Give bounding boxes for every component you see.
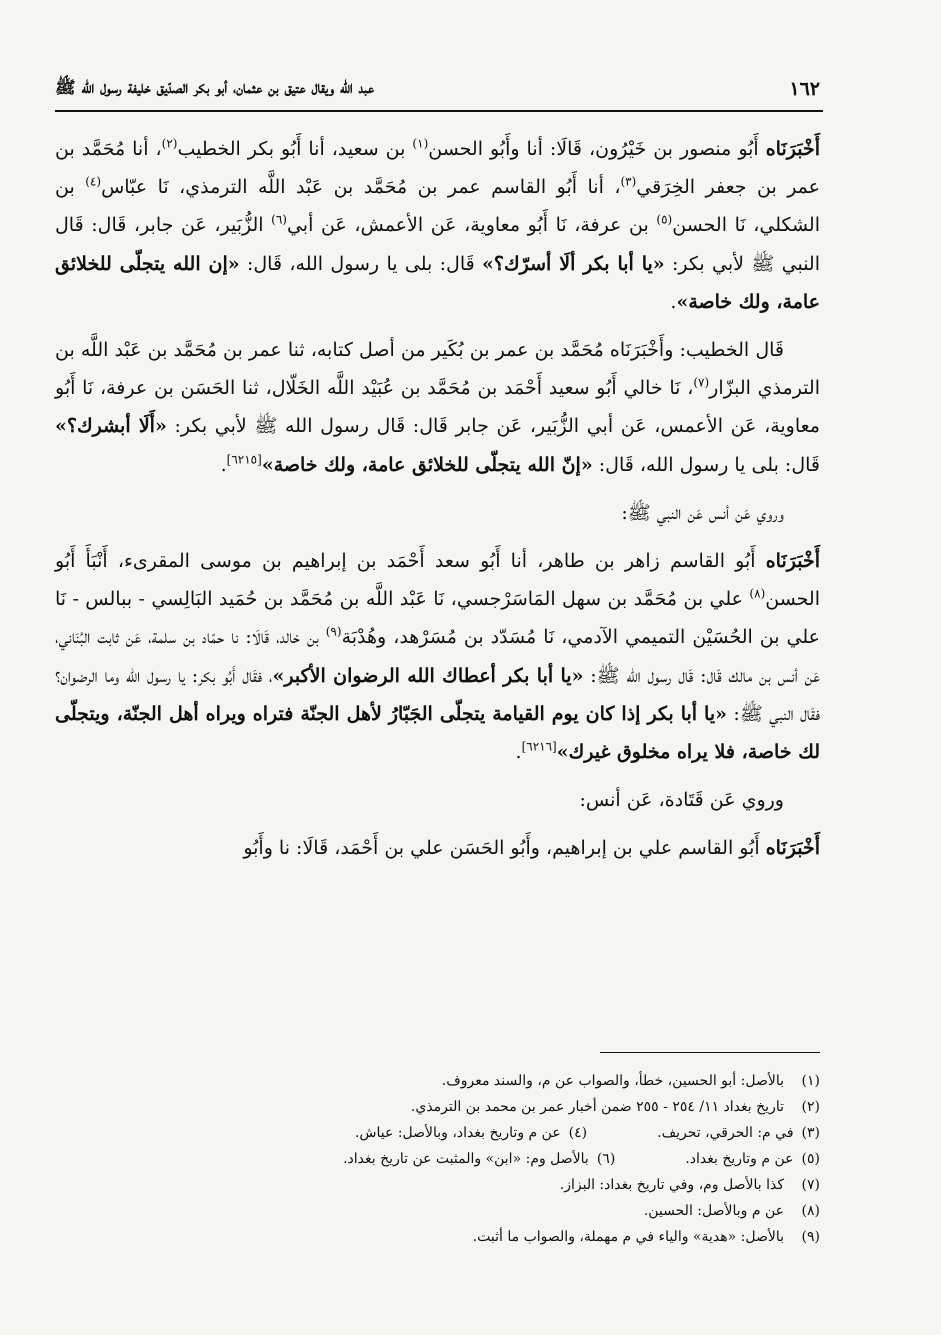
- footnote-rule: [600, 1052, 820, 1053]
- text-run: ، نَا خالي أَبُو سعيد أَحْمَد بن مُحَمَّد بن عُبَيْد اللَّه الخَلّال، ثنا الحَسَن بن عرفة، نَا أَبُو معاوية، عَن الأعمس، عَن أبي الزُّبَير، عَن جابر قَال: قَال رسول الله ﷺ لأبي بكر:: [55, 377, 820, 438]
- footnote-line: [55, 1094, 820, 1120]
- lead-word: أَخْبَرَنَاه: [765, 837, 820, 860]
- footnote-line: [55, 1172, 820, 1198]
- footnote-marker: (٩): [325, 625, 342, 640]
- paragraph: [55, 829, 820, 867]
- footnote-text: بالأصل: «هدية» والياء في م مهملة، والصواب ما أثبت.: [472, 1229, 784, 1245]
- text-run: أَبُو القاسم زاهر بن طاهر، أنا أَبُو سعد أَحْمَد بن إبراهيم بن موسى المقرىء، أَنْبَأَ أَبُو الحسن: [55, 550, 820, 611]
- paragraph: [55, 494, 820, 532]
- footnote-text: بالأصل: أبو الحسين، خطأ، والصواب عن م، والسند معروف.: [441, 1073, 784, 1089]
- footnote-line: [55, 1120, 820, 1146]
- footnote-number: (٦): [596, 1151, 616, 1167]
- text-run: ، فقَال أَبُو بكر: يا رسول الله وما الرضوان؟ فقَال النبي ﷺ:: [55, 664, 820, 725]
- text-run: .: [670, 290, 677, 313]
- footnote-text: تاريخ بغداد ١١/ ٢٥٤ - ٢٥٥ ضمن أخبار عمر بن محمد بن الترمذي.: [410, 1099, 784, 1115]
- footnote: [657, 1120, 820, 1146]
- footnote-marker: (٥): [656, 213, 673, 228]
- paragraph: [55, 781, 820, 819]
- hadith-number: [٦٢١٦]: [521, 739, 557, 754]
- footnote-number: (٥): [801, 1151, 820, 1167]
- text-run: أَبُو منصور بن خَيْرُون، قَالَا: أنا وأَبُو الحسن: [428, 138, 766, 160]
- footnote: [644, 1198, 820, 1224]
- footnote-line: [55, 1198, 820, 1224]
- text-run: قَال الخطيب: وأَخْبَرَنَاه مُحَمَّد بن عمر بن بُكَير من أصل كتابه، ثنا عمر بن مُحَمَّد بن عَبْد اللَّه بن الترمذي البزّار: [55, 339, 820, 400]
- footnote: [560, 1172, 820, 1198]
- footnote-text: عن م وبالأصل: الحسين.: [643, 1203, 784, 1219]
- footnotes: [55, 1068, 820, 1250]
- footnote-text: عن م وتاريخ بغداد.: [685, 1151, 794, 1167]
- footnote-line: [55, 1146, 820, 1172]
- paragraph: [55, 542, 820, 771]
- footnote-marker: (٨): [749, 586, 766, 601]
- footnote-number: (٧): [801, 1177, 820, 1193]
- footnote: [442, 1068, 820, 1094]
- footnote-marker: (٧): [693, 375, 710, 390]
- footnote: [343, 1146, 615, 1172]
- text-run: بن عرفة، نَا أَبُو معاوية، عَن الأعمش، عَن أبي: [286, 214, 657, 237]
- footnote-marker: (٤): [85, 174, 102, 189]
- header-rule: [55, 110, 823, 112]
- running-title: عبد الله ويقال عتيق بن عثمان، أبو بكر الصدّيق خليفة رسول الله ﷺ: [55, 77, 374, 98]
- footnote-number: (٨): [801, 1203, 820, 1219]
- footnote-marker: (٢): [161, 136, 178, 151]
- text-run: ، أنا أَبُو القاسم عمر بن مُحَمَّد بن عَبْد اللَّه الترمذي، نَا عبّاس: [101, 176, 621, 199]
- text-run: ، أنا مُحَمَّد بن عمر بن جعفر الخِرَقي: [55, 138, 821, 199]
- footnote-marker: (٣): [620, 174, 637, 189]
- footnote-line: [55, 1068, 820, 1094]
- footnote-number: (٢): [801, 1099, 820, 1115]
- footnote: [685, 1146, 820, 1172]
- page-header: [55, 70, 820, 108]
- hadith-number: [٦٢١٥]: [226, 452, 262, 467]
- hadith-quote: «إن الله يتجلّى للخلائق عامة، ولك خاصة»: [55, 252, 820, 313]
- footnote: [355, 1120, 587, 1146]
- page-number: ١٦٢: [789, 78, 820, 100]
- footnote-text: عن م وتاريخ بغداد، وبالأصل: عياش.: [354, 1125, 561, 1141]
- paragraph: [55, 130, 820, 321]
- footnote-text: بالأصل وم: «ابن» والمثبت عن تاريخ بغداد.: [343, 1151, 589, 1167]
- text-run: بن سعيد، أنا أَبُو بكر الخطيب: [177, 138, 413, 160]
- footnote-marker: (٦): [271, 213, 287, 228]
- footnote-number: (٩): [801, 1229, 820, 1245]
- text-run: قَال: بلى يا رسول الله، قَال:: [239, 252, 483, 275]
- text-run: بن خالد، قَالَا: نا حمّاد بن سلمة، عَن ثابت البُنَاني، عَن أنس بن مالك قَال: قَال رسول الله ﷺ:: [55, 626, 820, 687]
- text-run: .: [515, 741, 522, 764]
- main-text: [55, 130, 820, 878]
- text-run: وروي عَن قَتَادة، عَن أنس:: [579, 789, 784, 812]
- footnote: [473, 1224, 820, 1250]
- footnote-number: (٤): [568, 1125, 588, 1141]
- text-run: قَال: بلى يا رسول الله، قَال:: [592, 453, 820, 476]
- text-run: وروي عَن أنس عَن النبي ﷺ:: [621, 501, 784, 524]
- text-run: الزُّبَير، عَن جابر، قَال: قَال النبي ﷺ لأبي بكر:: [55, 214, 820, 275]
- lead-word: أَخْبَرَنَاه: [765, 550, 820, 573]
- text-run: بن الشكلي، نَا الحسن: [55, 176, 821, 237]
- footnote-text: في م: الحرقي، تحريف.: [657, 1125, 794, 1141]
- footnote-number: (١): [801, 1073, 820, 1089]
- text-run: علي بن مُحَمَّد بن سهل المَاسَرْجسي، نَا عَبْد اللَّه بن مُحَمَّد بن حُمَيد البَالِسي - ببالس - نَا علي بن الحُسَيْن التميمي الآدمي، نَا مُسَدّد بن مُسَرْهد، وهُدْبَة: [55, 588, 820, 649]
- hadith-quote: «يا أبا بكر إذا كان يوم القيامة يتجلّى الجَبّارُ لأهل الجنّة فتراه ويراه أهل الجنّة، ويتجلّى لك خاصة، فلا يراه مخلوق غيرك»: [55, 702, 820, 764]
- footnote-marker: (١): [412, 136, 429, 151]
- paragraph: [55, 331, 820, 484]
- footnote: [411, 1094, 820, 1120]
- hadith-quote: «يا أبا بكر أعطاك الله الرضوان الأكبر»: [272, 664, 584, 687]
- hadith-quote: «أَلَا أبشرك؟»: [55, 415, 167, 438]
- text-run: أَبُو القاسم علي بن إبراهيم، وأَبُو الحَسَن علي بن أَحْمَد، قَالَا: نا وأَبُو: [243, 837, 766, 860]
- text-run: .: [220, 453, 227, 476]
- footnote-text: كذا بالأصل وم، وفي تاريخ بغداد: البزاز.: [559, 1177, 784, 1193]
- hadith-quote: «يا أبا بكر ألَا أسرّك؟»: [482, 252, 665, 275]
- lead-word: أَخْبَرَنَاه: [765, 138, 820, 160]
- footnote-line: [55, 1224, 820, 1250]
- hadith-quote: «إنّ الله يتجلّى للخلائق عامة، ولك خاصة»: [261, 453, 593, 476]
- footnote-number: (٣): [801, 1125, 820, 1141]
